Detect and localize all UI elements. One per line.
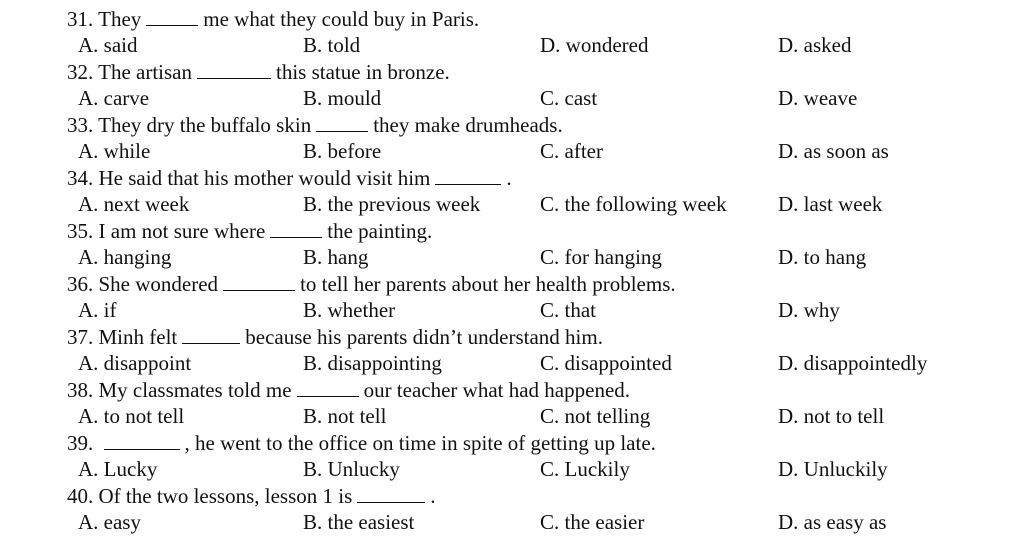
question-stem: [67, 377, 630, 403]
option-a[interactable]: A. if: [78, 298, 117, 322]
answer-blank[interactable]: [223, 273, 295, 291]
option-c[interactable]: C. that: [540, 298, 596, 322]
question-39: [0, 430, 1024, 483]
option-d[interactable]: D. as soon as: [778, 139, 889, 163]
option-b[interactable]: B. disappointing: [303, 351, 442, 375]
question-36: [0, 271, 1024, 324]
stem-before: Of the two lessons, lesson 1 is: [98, 484, 353, 508]
answer-blank[interactable]: [435, 167, 501, 185]
question-number: 31.: [67, 7, 94, 31]
option-a[interactable]: A. said: [78, 33, 138, 57]
question-stem: [67, 112, 563, 138]
option-a[interactable]: A. to not tell: [78, 404, 185, 428]
options-row: [0, 32, 1024, 59]
option-c[interactable]: D. wondered: [540, 33, 649, 57]
question-33: [0, 112, 1024, 165]
question-stem: [67, 165, 512, 191]
option-b[interactable]: B. the previous week: [303, 192, 481, 216]
options-row: [0, 456, 1024, 483]
option-b[interactable]: B. not tell: [303, 404, 387, 428]
option-d[interactable]: D. as easy as: [778, 510, 887, 534]
option-a[interactable]: A. hanging: [78, 245, 172, 269]
stem-before: They dry the buffalo skin: [98, 113, 312, 137]
option-b[interactable]: B. the easiest: [303, 510, 415, 534]
question-31: [0, 6, 1024, 59]
stem-before: They: [98, 7, 142, 31]
stem-after: our teacher what had happened.: [363, 378, 631, 402]
answer-blank[interactable]: [182, 326, 240, 344]
question-number: 33.: [67, 113, 94, 137]
question-35: [0, 218, 1024, 271]
option-b[interactable]: B. told: [303, 33, 361, 57]
answer-blank[interactable]: [316, 114, 368, 132]
question-40: [0, 483, 1024, 536]
option-c[interactable]: C. after: [540, 139, 603, 163]
option-c[interactable]: C. not telling: [540, 404, 651, 428]
option-b[interactable]: B. Unlucky: [303, 457, 400, 481]
question-number: 35.: [67, 219, 94, 243]
options-row: [0, 509, 1024, 536]
options-row: [0, 138, 1024, 165]
option-c[interactable]: C. cast: [540, 86, 598, 110]
question-stem: [67, 483, 436, 509]
stem-after: because his parents didn’t understand him.: [245, 325, 603, 349]
options-row: [0, 403, 1024, 430]
option-d[interactable]: D. not to tell: [778, 404, 885, 428]
options-row: [0, 244, 1024, 271]
answer-blank[interactable]: [146, 8, 198, 26]
option-c[interactable]: C. the easier: [540, 510, 645, 534]
question-sheet: [0, 6, 1024, 536]
options-row: [0, 85, 1024, 112]
question-37: [0, 324, 1024, 377]
option-d[interactable]: D. disappointedly: [778, 351, 928, 375]
question-number: 37.: [67, 325, 94, 349]
stem-before: He said that his mother would visit him: [98, 166, 431, 190]
option-a[interactable]: A. easy: [78, 510, 141, 534]
question-number: 38.: [67, 378, 94, 402]
question-34: [0, 165, 1024, 218]
option-b[interactable]: B. whether: [303, 298, 396, 322]
cut-off-text-line: [60, 0, 1000, 1]
stem-before: My classmates told me: [98, 378, 292, 402]
stem-after: .: [506, 166, 512, 190]
question-stem: [67, 271, 676, 297]
stem-after: me what they could buy in Paris.: [203, 7, 480, 31]
stem-after: , he went to the office on time in spite of getting up late.: [184, 431, 656, 455]
stem-after: this statue in bronze.: [276, 60, 450, 84]
question-number: 34.: [67, 166, 94, 190]
question-number: 40.: [67, 484, 94, 508]
option-b[interactable]: B. hang: [303, 245, 369, 269]
option-a[interactable]: A. Lucky: [78, 457, 158, 481]
option-d[interactable]: D. Unluckily: [778, 457, 888, 481]
option-d[interactable]: D. why: [778, 298, 840, 322]
stem-after: the painting.: [327, 219, 433, 243]
option-a[interactable]: A. disappoint: [78, 351, 192, 375]
options-row: [0, 191, 1024, 218]
option-a[interactable]: A. next week: [78, 192, 190, 216]
option-c[interactable]: C. the following week: [540, 192, 727, 216]
question-stem: [67, 324, 603, 350]
answer-blank[interactable]: [357, 485, 425, 503]
options-row: [0, 350, 1024, 377]
question-number: 32.: [67, 60, 94, 84]
question-stem: [67, 430, 656, 456]
option-c[interactable]: C. disappointed: [540, 351, 672, 375]
option-d[interactable]: D. asked: [778, 33, 852, 57]
answer-blank[interactable]: [297, 379, 359, 397]
stem-before: The artisan: [98, 60, 192, 84]
option-d[interactable]: D. weave: [778, 86, 858, 110]
question-stem: [67, 6, 479, 32]
option-a[interactable]: A. carve: [78, 86, 150, 110]
question-32: [0, 59, 1024, 112]
option-d[interactable]: D. to hang: [778, 245, 867, 269]
stem-after: they make drumheads.: [373, 113, 563, 137]
stem-after: to tell her parents about her health problems.: [300, 272, 676, 296]
question-stem: [67, 218, 432, 244]
question-38: [0, 377, 1024, 430]
option-c[interactable]: C. Luckily: [540, 457, 630, 481]
answer-blank[interactable]: [270, 220, 322, 238]
option-d[interactable]: D. last week: [778, 192, 883, 216]
stem-after: .: [430, 484, 436, 508]
answer-blank[interactable]: [197, 61, 271, 79]
option-b[interactable]: B. mould: [303, 86, 382, 110]
stem-before: I am not sure where: [98, 219, 266, 243]
option-a[interactable]: A. while: [78, 139, 151, 163]
question-number: 36.: [67, 272, 94, 296]
stem-before: Minh felt: [98, 325, 178, 349]
option-b[interactable]: B. before: [303, 139, 382, 163]
question-stem: [67, 59, 450, 85]
answer-blank[interactable]: [104, 432, 180, 450]
question-number: 39.: [67, 431, 94, 455]
option-c[interactable]: C. for hanging: [540, 245, 662, 269]
options-row: [0, 297, 1024, 324]
stem-before: She wondered: [98, 272, 219, 296]
